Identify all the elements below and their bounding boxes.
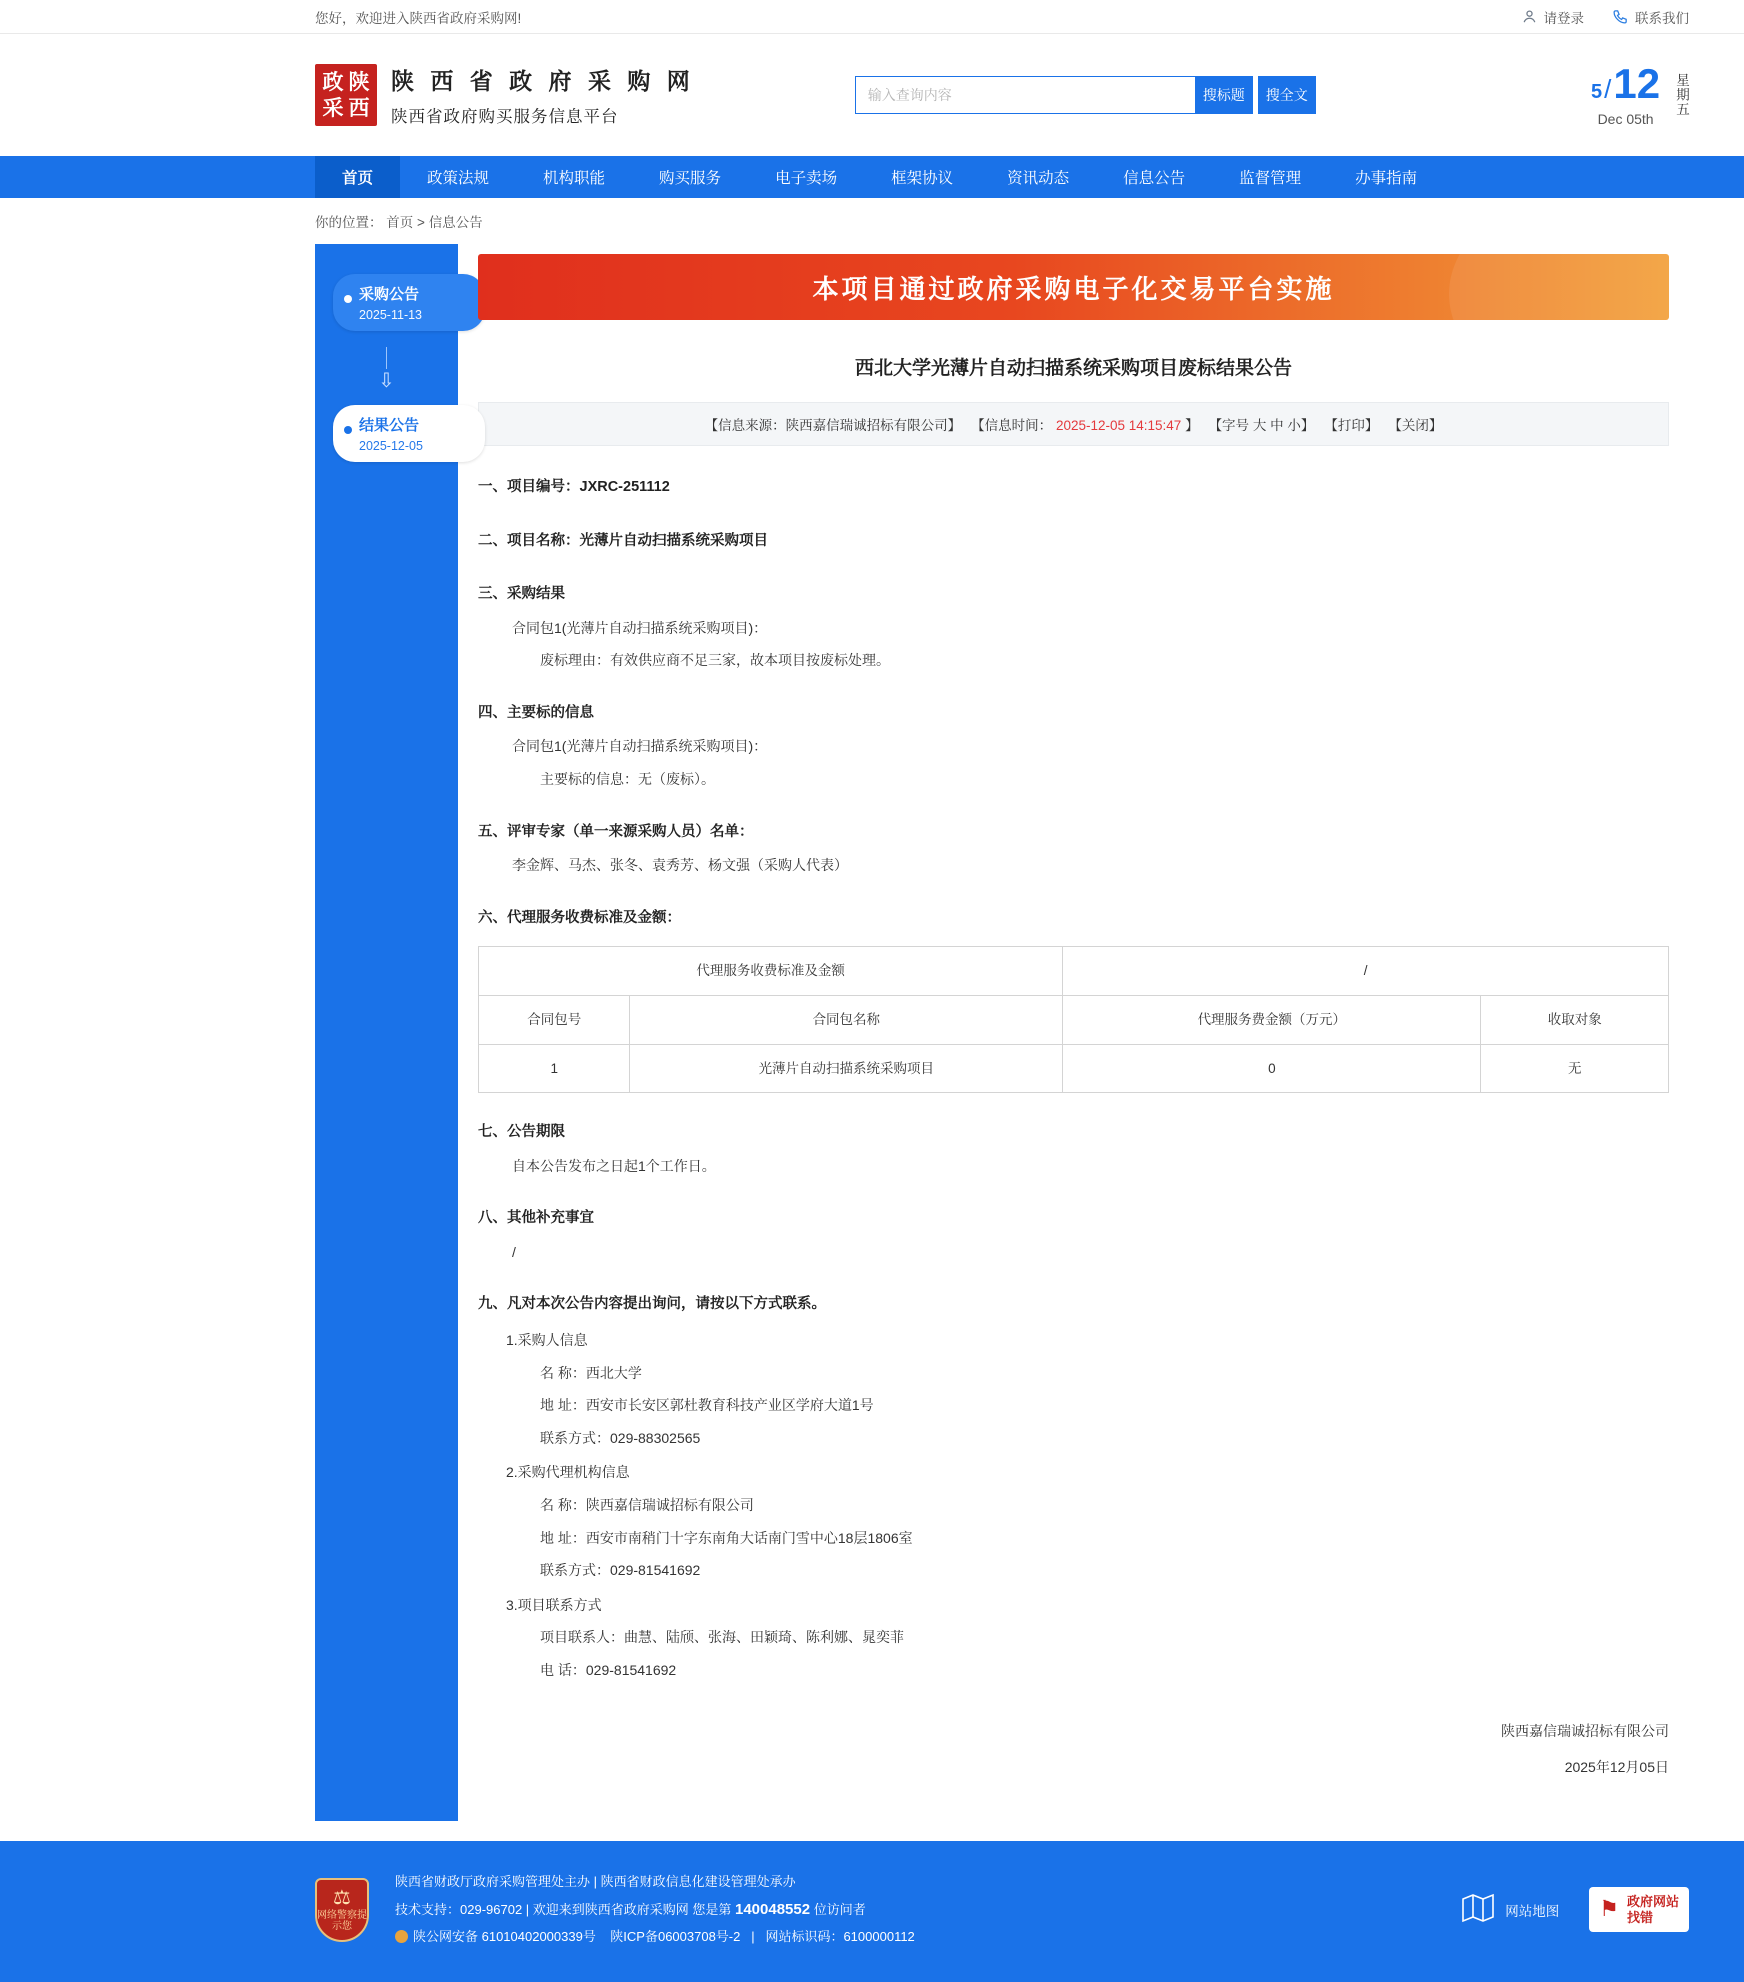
breadcrumb	[0, 198, 1744, 244]
article-meta-bar	[478, 402, 1669, 446]
article-content	[458, 244, 1689, 1821]
timeline-node-title: 采购公告	[359, 286, 420, 303]
fee-col-header-1: 合同包名称	[630, 995, 1063, 1044]
contact-block-1-line-1: 名 称：西北大学	[540, 1364, 642, 1381]
section-heading-4: 四、主要标的信息	[478, 704, 594, 721]
section-heading-9: 九、凡对本次公告内容提出询问，请按以下方式联系。	[478, 1296, 826, 1313]
police-badge-icon	[395, 1930, 408, 1943]
article-body	[478, 474, 1669, 1781]
fee-table-top-left: 代理服务收费标准及金额	[479, 947, 1063, 996]
contact-block-2-line-3: 联系方式：029-81541692	[540, 1562, 701, 1579]
logo-char-2: 陕	[348, 69, 370, 94]
search-area	[855, 76, 1316, 114]
site-name: 陕 西 省 政 府 采 购 网	[391, 68, 695, 94]
contact-block-3-line-1: 项目联系人：曲慧、陆颀、张海、田颖琦、陈利娜、晁奕菲	[540, 1629, 904, 1646]
fee-col-header-2: 代理服务费金额（万元）	[1063, 995, 1481, 1044]
fee-cell-0-0: 1	[479, 1044, 630, 1093]
meta-source-value: 陕西嘉信瑞诚招标有限公司】	[785, 418, 962, 433]
section-4-line-1: 合同包1(光薄片自动扫描系统采购项目)：	[512, 738, 768, 755]
platform-banner: 本项目通过政府采购电子化交易平台实施	[478, 254, 1669, 320]
close-button[interactable]: 【关闭】	[1388, 418, 1443, 433]
section-heading-5: 五、评审专家（单一来源采购人员）名单：	[478, 823, 754, 840]
nav-item-services[interactable]: 购买服务	[659, 170, 722, 187]
fee-cell-0-2: 0	[1063, 1044, 1481, 1093]
logo-mark-icon	[315, 64, 377, 126]
date-english: Dec 05th	[1597, 111, 1654, 127]
search-fulltext-button[interactable]: 搜全文	[1258, 76, 1316, 114]
section-4-line-2: 主要标的信息：无（废标）。	[540, 770, 715, 787]
nav-item-framework[interactable]: 框架协议	[891, 170, 954, 187]
search-title-button[interactable]: 搜标题	[1195, 76, 1253, 114]
search-input[interactable]	[855, 76, 1195, 114]
footer-separator: |	[751, 1929, 755, 1945]
date-weekday: 星期五	[1674, 73, 1689, 117]
section-heading-7: 七、公告期限	[478, 1124, 565, 1141]
meta-time-value: 2025-12-05 14:15:47	[1055, 418, 1182, 433]
page-title: 西北大学光薄片自动扫描系统采购项目废标结果公告	[854, 358, 1292, 379]
login-link[interactable]	[1521, 7, 1585, 27]
welcome-text: 您好，欢迎进入陕西省政府采购网!	[315, 10, 522, 26]
site-logo[interactable]	[315, 63, 695, 127]
main-area	[0, 244, 1744, 1821]
nav-item-supervision[interactable]: 监督管理	[1239, 170, 1302, 187]
login-label: 请登录	[1543, 10, 1584, 26]
contact-block-3-title: 3.项目联系方式	[506, 1596, 602, 1613]
breadcrumb-prefix: 你的位置：	[315, 215, 383, 230]
contact-block-1-line-3: 联系方式：029-88302565	[540, 1429, 701, 1446]
contact-block-2-title: 2.采购代理机构信息	[506, 1464, 630, 1481]
font-size-control[interactable]: 【字号 大 中 小】	[1208, 418, 1315, 433]
table-row	[479, 947, 1669, 996]
timeline-arrow-icon: ⇩	[315, 347, 458, 391]
section-3-line-2: 废标理由：有效供应商不足三家，故本项目按废标处理。	[540, 652, 890, 669]
nav-item-home[interactable]: 首页	[315, 156, 400, 198]
footer-police-record[interactable]: 陕公网安备 61010402000339号	[413, 1929, 596, 1945]
date-month: 5	[1591, 81, 1603, 103]
section-heading-8: 八、其他补充事宜	[478, 1210, 594, 1227]
timeline-dot-icon	[344, 295, 352, 303]
shield-label: 网络警察提示您	[317, 1909, 367, 1933]
footer-visits-prefix: 技术支持：029-96702 | 欢迎来到陕西省政府采购网 您是第	[395, 1901, 735, 1917]
timeline-node-date: 2025-11-13	[359, 308, 423, 322]
logo-char-1: 政	[322, 69, 344, 94]
date-widget	[1591, 60, 1689, 127]
flag-icon: ⚑	[1599, 1896, 1619, 1922]
gov-badge-line2: 找错	[1626, 1909, 1653, 1925]
table-row	[479, 1044, 1669, 1093]
fee-table-top-right: /	[1063, 947, 1669, 996]
agency-fee-table	[478, 946, 1669, 1093]
footer-line-2	[395, 1897, 1435, 1923]
section-heading-1: 一、项目编号：JXRC-251112	[478, 479, 670, 495]
timeline-node-date: 2025-12-05	[359, 439, 423, 453]
section-heading-3: 三、采购结果	[478, 586, 565, 603]
gov-website-error-report-badge[interactable]	[1589, 1887, 1689, 1932]
footer-visits-suffix: 位访问者	[810, 1901, 866, 1917]
contact-block-2-line-1: 名 称：陕西嘉信瑞诚招标有限公司	[540, 1496, 754, 1513]
phone-icon	[1612, 8, 1629, 25]
meta-time-label: 【信息时间：	[971, 418, 1053, 433]
top-utility-bar	[0, 0, 1744, 34]
timeline-node-procurement[interactable]	[333, 274, 485, 331]
timeline-dot-icon	[344, 426, 352, 434]
nav-item-news[interactable]: 资讯动态	[1007, 170, 1070, 187]
nav-item-functions[interactable]: 机构职能	[543, 170, 606, 187]
contact-block-3-line-2: 电 话：029-81541692	[540, 1661, 677, 1678]
print-button[interactable]: 【打印】	[1324, 418, 1379, 433]
footer-icp[interactable]: 陕ICP备06003708号-2	[610, 1929, 741, 1945]
fee-col-header-3: 收取对象	[1481, 995, 1669, 1044]
footer-visit-count: 140048552	[735, 1900, 811, 1918]
timeline-sidebar	[315, 244, 458, 1821]
meta-time-close: 】	[1185, 418, 1199, 433]
meta-source-label: 【信息来源：	[704, 418, 786, 433]
date-day: 12	[1613, 60, 1661, 107]
contact-block-1-title: 1.采购人信息	[506, 1332, 588, 1348]
contact-block-2-line-2: 地 址：西安市南稍门十字东南角大话南门雪中心18层1806室	[540, 1529, 913, 1546]
nav-item-policy[interactable]: 政策法规	[427, 170, 490, 187]
breadcrumb-home[interactable]: 首页	[386, 215, 414, 230]
section-7-line-1: 自本公告发布之日起1个工作日。	[512, 1157, 716, 1174]
contact-link[interactable]	[1612, 7, 1689, 27]
section-heading-2: 二、项目名称：光薄片自动扫描系统采购项目	[478, 532, 768, 549]
section-5-line-1: 李金辉、马杰、张冬、袁秀芳、杨文强（采购人代表）	[512, 857, 848, 874]
timeline-node-title: 结果公告	[359, 417, 420, 434]
user-icon	[1521, 8, 1538, 25]
site-subtitle: 陕西省政府购买服务信息平台	[391, 108, 619, 126]
gov-badge-line1: 政府网站	[1626, 1893, 1679, 1909]
fee-col-header-0: 合同包号	[479, 995, 630, 1044]
nav-item-guide[interactable]: 办事指南	[1355, 170, 1418, 187]
section-8-line-1: /	[512, 1243, 516, 1260]
breadcrumb-separator: >	[417, 215, 425, 230]
footer-line-1: 陕西省财政厅政府采购管理处主办 | 陕西省财政信息化建设管理处承办	[395, 1873, 796, 1889]
date-slash: /	[1604, 74, 1612, 104]
nav-item-announcements[interactable]: 信息公告	[1123, 170, 1186, 187]
signature-org: 陕西嘉信瑞诚招标有限公司	[1501, 1722, 1669, 1739]
nav-item-emarket[interactable]: 电子卖场	[775, 170, 838, 187]
footer-site-id: 网站标识码：6100000112	[765, 1929, 915, 1945]
cyber-police-icon: ⚖ 网络警察提示您	[315, 1878, 369, 1942]
map-icon	[1461, 1893, 1495, 1926]
logo-char-3: 采	[322, 95, 344, 120]
fee-cell-0-3: 无	[1481, 1044, 1669, 1093]
signature	[478, 1718, 1669, 1781]
section-3-line-1: 合同包1(光薄片自动扫描系统采购项目)：	[512, 619, 768, 636]
site-header	[0, 34, 1744, 156]
site-footer	[0, 1841, 1744, 1982]
contact-label: 联系我们	[1635, 10, 1689, 26]
contact-block-1-line-2: 地 址：西安市长安区郭杜教育科技产业区学府大道1号	[540, 1397, 874, 1414]
timeline-node-result[interactable]	[333, 405, 485, 462]
logo-char-4: 西	[348, 95, 370, 120]
sitemap-label: 网站地图	[1505, 1903, 1560, 1919]
sitemap-link[interactable]	[1461, 1893, 1559, 1926]
breadcrumb-current[interactable]: 信息公告	[428, 215, 483, 230]
table-row	[479, 995, 1669, 1044]
main-nav	[0, 156, 1744, 198]
footer-line-3	[395, 1926, 1435, 1948]
fee-cell-0-1: 光薄片自动扫描系统采购项目	[630, 1044, 1063, 1093]
section-heading-6: 六、代理服务收费标准及金额：	[478, 909, 681, 926]
signature-date: 2025年12月05日	[1564, 1759, 1669, 1776]
